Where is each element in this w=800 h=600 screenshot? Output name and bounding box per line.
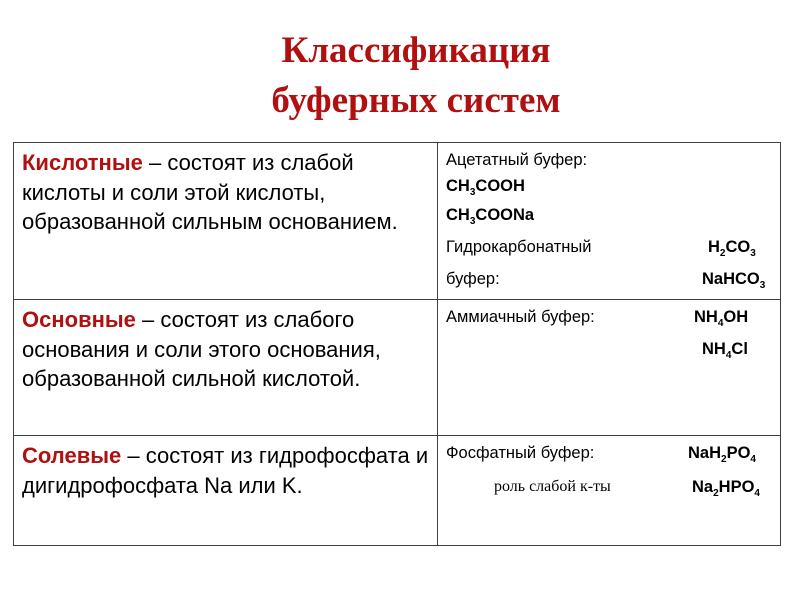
title-line-1: Классификация	[281, 30, 551, 71]
table-row-acidic	[14, 143, 781, 300]
phosphate-buffer-label: Фосфатный буфер:	[446, 444, 595, 462]
type-description-salt: – состоят из гидрофосфата и дигидрофосфата Na или K.	[22, 443, 429, 498]
acetate-buffer-label: Ацетатный буфер:	[446, 151, 588, 169]
type-description-acidic: – состоят из слабой кислоты и соли этой кислоты, образованной сильным основанием.	[22, 150, 398, 234]
bicarbonate-buffer-label-2: буфер:	[446, 270, 500, 288]
type-description-basic: – состоят из слабого основания и соли этого основания, образованной сильной кислотой.	[22, 307, 381, 391]
salt-examples-cell	[438, 436, 781, 546]
ammonia-formula-base: $NH_4OH$	[694, 308, 749, 329]
phosphate-formula-salt: $Na_2HPO_4$	[692, 478, 760, 499]
basic-description-cell	[14, 300, 438, 436]
ammonia-formula-salt: $NH_4Cl$	[702, 340, 748, 361]
buffer-classification-table	[13, 142, 781, 546]
salt-description-cell	[14, 436, 438, 546]
acidic-examples-cell	[438, 143, 781, 300]
ammonia-buffer-label: Аммиачный буфер:	[446, 308, 595, 326]
type-label-salt: Солевые	[22, 443, 122, 468]
bicarbonate-formula-salt: NaHCO$_3$	[702, 270, 766, 291]
acetate-formula-acid: $CH_3COOH$	[446, 177, 525, 198]
bicarbonate-formula-acid: $H_2CO_3$	[708, 238, 756, 259]
acidic-description-cell	[14, 143, 438, 300]
type-label-acidic: Кислотные	[22, 150, 143, 175]
slide-title	[0, 26, 800, 126]
table-row-salt	[14, 436, 781, 546]
phosphate-role-note: роль слабой к-ты	[494, 478, 611, 495]
table-row-basic	[14, 300, 781, 436]
title-line-2: буферных систем	[271, 80, 561, 121]
acetate-formula-salt: $CH_3COONa$	[446, 206, 535, 227]
phosphate-formula-acid: $NaH_2PO_4$	[688, 444, 756, 465]
basic-examples-cell	[438, 300, 781, 436]
bicarbonate-buffer-label-1: Гидрокарбонатный	[446, 238, 592, 256]
type-label-basic: Основные	[22, 307, 136, 332]
